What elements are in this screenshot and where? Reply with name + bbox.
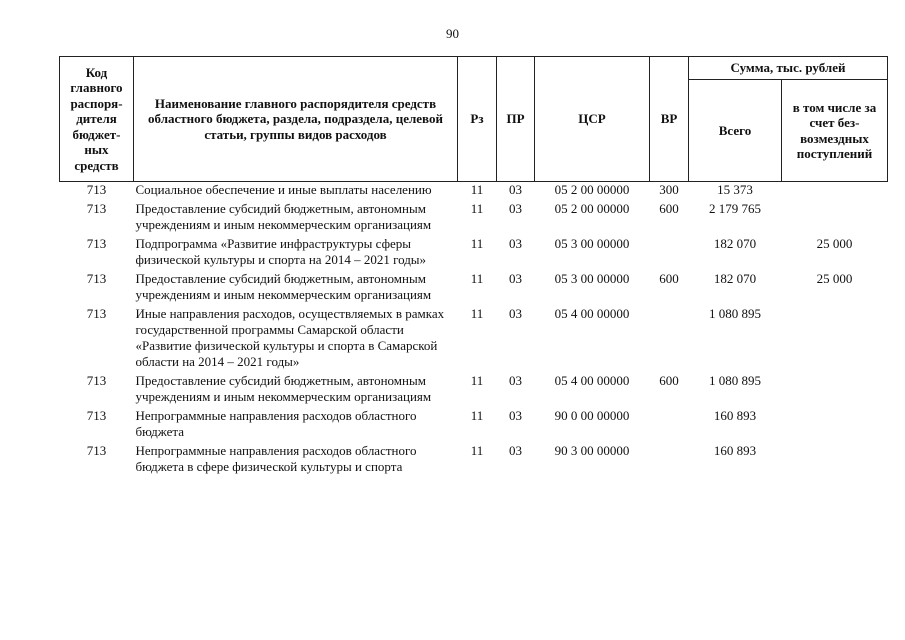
cell-csr: 05 4 00 00000 xyxy=(554,373,630,388)
cell-name: Подпрограмма «Развитие инфраструктуры сферы физической культуры и спорта на 2014 – 2021 годы» xyxy=(135,236,427,267)
cell-pr: 03 xyxy=(509,373,522,388)
cell-total: 182 070 xyxy=(713,236,757,251)
cell-total: 160 893 xyxy=(713,443,757,458)
cell-name: Непрограммные направления расходов областного бюджета xyxy=(135,408,417,439)
cell-free: 25 000 xyxy=(816,271,853,286)
cell-csr: 90 3 00 00000 xyxy=(554,443,630,458)
cell-csr: 05 3 00 00000 xyxy=(554,236,630,251)
cell-vr xyxy=(650,306,689,373)
cell-rz: 11 xyxy=(470,236,484,251)
cell-free xyxy=(782,443,888,478)
cell-rz: 11 xyxy=(470,443,484,458)
header-name: Наименование главного распорядителя средств областного бюджета, раздела, подраздела, целевой статьи, группы видов расходов xyxy=(134,57,458,182)
cell-kod: 713 xyxy=(86,443,107,458)
table-row xyxy=(60,201,888,236)
cell-free xyxy=(782,201,888,236)
header-free: в том числе за счет без-возмездных поступлений xyxy=(782,80,888,182)
cell-rz: 11 xyxy=(470,201,484,216)
cell-free xyxy=(782,373,888,408)
cell-kod: 713 xyxy=(86,201,107,216)
cell-free xyxy=(782,182,888,202)
table-header xyxy=(60,57,888,182)
cell-kod: 713 xyxy=(86,408,107,423)
cell-name: Предоставление субсидий бюджетным, автономным учреждениям и иным некоммерческим организациям xyxy=(135,201,432,232)
cell-pr: 03 xyxy=(509,236,522,251)
cell-csr: 90 0 00 00000 xyxy=(554,408,630,423)
cell-pr: 03 xyxy=(509,408,522,423)
cell-rz: 11 xyxy=(470,408,484,423)
cell-total: 1 080 895 xyxy=(709,306,761,321)
header-pr: ПР xyxy=(497,57,535,182)
cell-free xyxy=(782,408,888,443)
table-row xyxy=(60,408,888,443)
cell-free: 25 000 xyxy=(816,236,853,251)
header-sum-group: Сумма, тыс. рублей xyxy=(689,57,888,80)
cell-name: Иные направления расходов, осуществляемых в рамках государственной программы Самарской области «Развитие физической культуры и спорта в Самарской области на 2014 – 2021 годы» xyxy=(135,306,445,369)
cell-vr: 600 xyxy=(659,201,679,216)
table-row xyxy=(60,271,888,306)
cell-vr xyxy=(650,236,689,271)
cell-rz: 11 xyxy=(470,373,484,388)
header-csr: ЦСР xyxy=(535,57,650,182)
budget-table xyxy=(59,56,888,478)
cell-vr: 600 xyxy=(659,271,679,286)
cell-name: Непрограммные направления расходов областного бюджета в сфере физической культуры и спорта xyxy=(135,443,417,474)
cell-pr: 03 xyxy=(509,271,522,286)
cell-kod: 713 xyxy=(86,306,107,321)
cell-rz: 11 xyxy=(470,271,484,286)
cell-pr: 03 xyxy=(509,201,522,216)
cell-csr: 05 4 00 00000 xyxy=(554,306,630,321)
table-row xyxy=(60,236,888,271)
cell-free xyxy=(782,306,888,373)
page-number: 90 xyxy=(446,26,459,41)
table-row xyxy=(60,306,888,373)
cell-pr: 03 xyxy=(509,182,522,197)
header-kod: Код главного распоря-дителя бюджет-ных средств xyxy=(60,57,134,182)
cell-kod: 713 xyxy=(86,182,107,197)
cell-name: Социальное обеспечение и иные выплаты населению xyxy=(135,182,432,197)
cell-csr: 05 2 00 00000 xyxy=(554,182,630,197)
cell-vr: 600 xyxy=(659,373,679,388)
cell-kod: 713 xyxy=(86,271,107,286)
cell-total: 1 080 895 xyxy=(709,373,761,388)
cell-rz: 11 xyxy=(470,306,484,321)
header-vr: ВР xyxy=(650,57,689,182)
table-row xyxy=(60,182,888,202)
cell-total: 182 070 xyxy=(713,271,757,286)
cell-name: Предоставление субсидий бюджетным, автономным учреждениям и иным некоммерческим организациям xyxy=(135,373,432,404)
cell-kod: 713 xyxy=(86,373,107,388)
cell-total: 2 179 765 xyxy=(709,201,761,216)
cell-total: 160 893 xyxy=(713,408,757,423)
cell-csr: 05 3 00 00000 xyxy=(554,271,630,286)
cell-rz: 11 xyxy=(470,182,484,197)
cell-total: 15 373 xyxy=(717,182,753,197)
table-row xyxy=(60,373,888,408)
cell-csr: 05 2 00 00000 xyxy=(554,201,630,216)
table-row xyxy=(60,443,888,478)
header-total: Всего xyxy=(689,80,782,182)
cell-name: Предоставление субсидий бюджетным, автономным учреждениям и иным некоммерческим организациям xyxy=(135,271,432,302)
cell-pr: 03 xyxy=(509,306,522,321)
header-rz: Рз xyxy=(458,57,497,182)
cell-vr xyxy=(650,443,689,478)
cell-pr: 03 xyxy=(509,443,522,458)
cell-vr xyxy=(650,408,689,443)
cell-kod: 713 xyxy=(86,236,107,251)
table-body xyxy=(60,182,888,479)
cell-vr: 300 xyxy=(659,182,679,197)
